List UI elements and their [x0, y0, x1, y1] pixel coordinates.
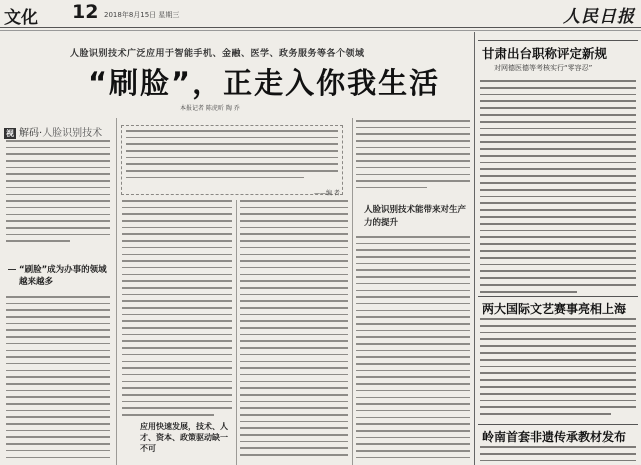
- page-number: 12: [72, 1, 99, 23]
- issue-date: 2018年8月15日 星期三: [104, 11, 180, 19]
- sidebar-story-1-subtitle: 对网德医德等考核实行“零容忍”: [494, 64, 593, 72]
- sidebar-top-rule: [478, 40, 638, 41]
- section-tag-box: 视: [6, 129, 14, 138]
- section-tag-label: 人脸识别技术: [42, 128, 103, 139]
- sidebar-story-3-title: 岭南首套非遗传承教材发布: [482, 430, 627, 444]
- article-column-1-top: [6, 140, 110, 250]
- subhead-1: “刷脸”成为办事的领域 越来越多: [8, 264, 107, 288]
- sidebar-story-1-title: 甘肃出台职称评定新规: [482, 46, 608, 61]
- article-column-4-top: [356, 120, 470, 200]
- sidebar-story-2-body: [480, 318, 636, 422]
- article-byline: 本报记者 陈虎昕 陶 乔: [180, 105, 240, 112]
- section-name: 文化: [4, 8, 38, 28]
- editor-note-text: [126, 130, 338, 190]
- editor-signature: ——编 者: [314, 190, 340, 197]
- subhead-3: 应用快速发展，技术、人才、资本、政策驱动缺一不可: [140, 422, 228, 453]
- subhead-2: 人脸识别技术能带来对生产力的提升: [364, 205, 467, 228]
- sidebar-divider: [478, 424, 638, 425]
- sidebar-story-3-body: [480, 446, 636, 465]
- article-column-4-bottom: [356, 236, 470, 465]
- article-column-1-bottom: [6, 296, 110, 464]
- article-headline: “刷脸”，正走入你我生活: [88, 66, 441, 100]
- masthead-rule: [0, 29, 641, 31]
- column-rule: [236, 200, 237, 465]
- newspaper-logo: 人民日报: [563, 7, 635, 27]
- column-rule: [116, 118, 117, 465]
- column-rule: [352, 118, 353, 465]
- section-tag-text: 解码·: [19, 128, 43, 139]
- sidebar-divider: [478, 296, 638, 297]
- sidebar-rule: [474, 32, 475, 465]
- sidebar-story-2-title: 两大国际文艺赛事亮相上海: [482, 302, 627, 316]
- article-kicker: 人脸识别技术广泛应用于智能手机、金融、医学、政务服务等各个领域: [70, 49, 365, 59]
- article-column-3: [240, 200, 348, 465]
- section-tag: [4, 124, 102, 139]
- masthead: [0, 0, 641, 28]
- article-column-2-top: [122, 200, 232, 422]
- sidebar-story-1-body: [480, 80, 636, 294]
